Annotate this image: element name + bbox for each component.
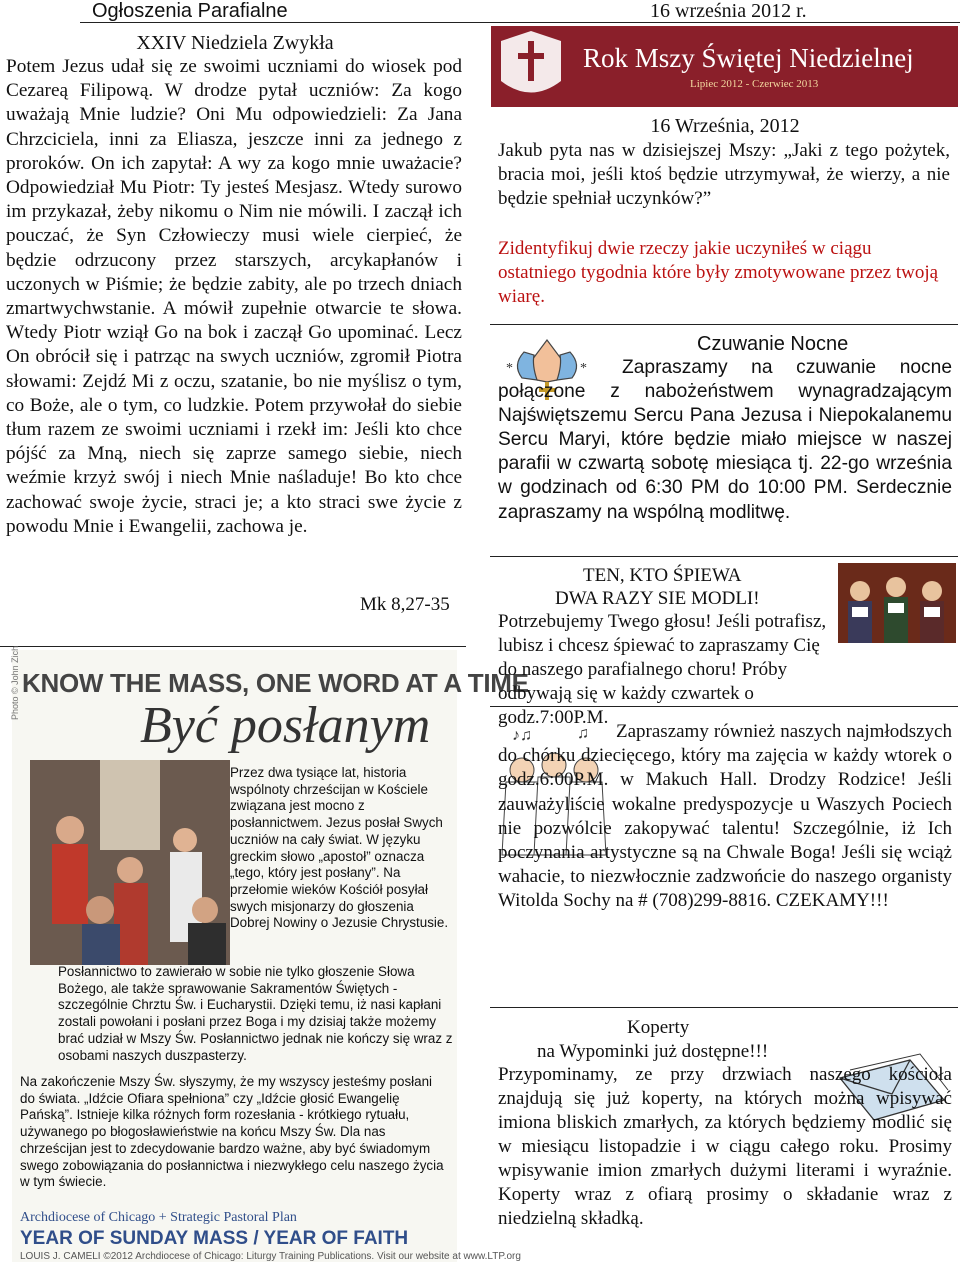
envelopes-title-line2: na Wypominki już dostępne!!!: [537, 1041, 769, 1062]
kids-talk-task: Zidentyfikuj dwie rzeczy jakie uczyniłeś w ciągu ostatniego tygodnia które były zmotywowane przez twoją wiarę.: [498, 238, 939, 307]
svg-text:*: *: [506, 361, 513, 376]
poster-text-b: Posłannictwo to zawierało w sobie nie tylko głoszenie Słowa Bożego, ale także sprawowanie Sakramentów Świętych - szczególnie Chrztu Św. i Eucharystii. Dzięki temu, iż nasi kapłani zostali powołani i posłani przez Boga i my dzisiaj także możemy brać udział w Mszy Św. Posłannictwo jednak nie kończy się wraz z osobami naszych duszpasterzy.: [58, 964, 453, 1063]
banner-title: Rok Mszy Świętej Niedzielnej: [583, 43, 914, 73]
envelopes-text: Przypominamy, ze przy drzwiach naszego kościoła znajdują się już koperty, na których można wpisywać imiona bliskich zmarłych, za których będziemy modlić się w miesiącu listopadzie i w ciągu całego roku. Prosimy wpisywanie imion zmarłych dużymi literami i wyraźnie. Koperty wraz z ofiarą prosimy o składanie wraz z niedzielną składką.: [498, 1064, 952, 1229]
kids-choir-divider: [490, 1007, 958, 1008]
kids-talk-date: 16 Września, 2012: [650, 115, 800, 137]
congregation-photo: [30, 760, 230, 965]
envelopes-title-line1: Koperty: [627, 1017, 690, 1038]
poster-footer-year: YEAR OF SUNDAY MASS / YEAR OF FAITH: [20, 1228, 409, 1249]
choir-text-top: Potrzebujemy Twego głosu! Jeśli potrafisz, lubisz i chcesz śpiewać to zapraszamy Cię do naszego parafialnego choru! Próby odbywają się w każdy czwartek o godz.7:00P.M.: [498, 611, 827, 728]
church-logo-icon: [491, 26, 571, 107]
choir-title-line2: DWA RAZY SIE MODLI!: [555, 588, 760, 609]
poster-footer-copyright: LOUIS J. CAMELI ©2012 Archdiocese of Chicago: Liturgy Training Publications. Visit our website at www.LTP.org: [20, 1251, 521, 1262]
kids-choir-text: Zapraszamy również naszych najmłodszych do chórku dziecięcego, który ma zajęcia w każdy wtorek o godz.6:00P.M. w Makuch Hall. Drodzy Rodzice! Jeśli zauważyliście wokalne predyspozycje u Waszych Pociech nie pozwólcie zakopywać talentu! Szczególnie, iż Ich poczynania artystyczne są na Chwale Boga! Jeśli się wciąż wahacie, to niezwłocznie zadzwońcie do naszego organisty Witolda Sochy na # (708)299-8816. CZEKAMY!!!: [498, 721, 952, 912]
poster-script-title: Być posłanym: [140, 697, 431, 754]
header-divider: [80, 22, 960, 23]
poster-text-c: Na zakończenie Mszy Św. słyszymy, że my wszyscy jesteśmy posłani do świata. „Idźcie Ofiara spełniona” czy „Idźcie głosić Ewangelię Pańską”. Istnieje kilka różnych form rozesłania - krótkiego rytuału, używanego po błogosławieństwie na końcu Mszy Św. Dla nas chrześcijan jest to zdecydowanie bardzo ważne, aby być świadomym swego zobowiązania do posłannictwa i niezwykłego celu naszego życia w tym świecie.: [20, 1074, 444, 1190]
banner-subtitle: Lipiec 2012 - Czerwiec 2013: [690, 78, 819, 90]
svg-text:♪♫: ♪♫: [512, 727, 532, 744]
gospel-divider: [0, 646, 466, 647]
vigil-divider: [490, 556, 958, 557]
svg-text:♫: ♫: [577, 725, 589, 742]
poster-footer-plan: Archdiocese of Chicago + Strategic Pastoral Plan: [20, 1210, 297, 1225]
photo-credit: Photo © John Zich: [10, 645, 20, 720]
photo-illustration: [30, 760, 230, 965]
poster-text-a: Przez dwa tysiące lat, historia wspólnoty chrześcijan w Kościele związana jest mocno z posłannictwem. Jezus posłał Swych uczniów na cały świat. W języku greckim słowo „apostoł” oznacza „tego, który jest posłany”. Na przełomie wieków Kościół posyłał swych misjonarzy do głoszenia Dobrej Nowiny o Jezusie Chrystusie.: [230, 765, 449, 931]
kids-talk-question: Jakub pyta nas w dzisiejszej Mszy: „Jaki z tego pożytek, bracia moi, jeśli ktoś będzie utrzymywał, że wierzy, a nie będzie spełniał uczynków?”: [498, 140, 950, 209]
vigil-text: Zapraszamy na czuwanie nocne połączone z nabożeństwem wynagradzającym Najświętszemu Sercu Pana Jezusa i Niepokalanemu Sercu Maryi, które będzie miało miejsce w naszej parafii w czwartą sobotę miesiąca tj. 22-go września w godzinach od 6:30 PM do 10:00 PM. Serdecznie zapraszamy na wspólną modlitwę.: [498, 357, 952, 523]
svg-text:*: *: [580, 361, 587, 376]
gospel-reference: Mk 8,27-35: [360, 594, 450, 615]
gospel-text: Potem Jezus udał się ze swoimi uczniami do wiosek pod Cezareą Filipową. W drodze pytał uczniów: Za kogo uważają Mnie ludzie? Oni Mu odpowiedzieli: Za Jana Chrzciciela, inni za Eliasza, jeszcze inni za jednego z proroków. On ich zapytał: A wy za kogo mnie uważacie? Odpowiedział Mu Piotr: Ty jesteś Mesjasz. Wtedy surowo im przykazał, żeby nikomu o Nim nie mówili. I zaczął ich pouczać, że Syn Człowieczy musi wiele cierpieć, że będzie odrzucony przez starszych, arcykapłanów i uczonych w Piśmie; że będzie zabity, ale po trzech dniach zmartwychwstanie. A mówił zupełnie otwarcie te słowa. Wtedy Piotr wziął Go na bok i zaczął Go upominać. Lecz On obrócił się i patrząc na swych uczniów, zgromił Piotra słowami: Zejdź Mi z oczu, szatanie, bo nie myślisz o tym, co Boże, ale o tym, co ludzkie. Potem przywołał do siebie tłum razem ze swoimi uczniami i rzekł im: Jeśli kto chce pójść za Mną, niech się zaprze samego siebie, niech weźmie krzyż swój i niech Mnie naśladuje! Bo kto chce zachować swoje życie, straci je; a kto straci swe życie z powodu Mnie i Ewangelii, zachowa je.: [6, 56, 462, 537]
bulletin-date: 16 września 2012 r.: [650, 0, 807, 22]
kids-talk-divider: [490, 324, 958, 325]
gospel-title: XXIV Niedziela Zwykła: [136, 32, 334, 54]
bulletin-title: Ogłoszenia Parafialne: [92, 0, 288, 22]
choir-divider: [490, 706, 958, 707]
poster-heading: KNOW THE MASS, ONE WORD AT A TIME: [22, 668, 529, 698]
choir-title-line1: TEN, KTO ŚPIEWA: [583, 565, 742, 586]
vigil-title: Czuwanie Nocne: [697, 333, 849, 355]
choir-singers-icon: [838, 563, 956, 648]
